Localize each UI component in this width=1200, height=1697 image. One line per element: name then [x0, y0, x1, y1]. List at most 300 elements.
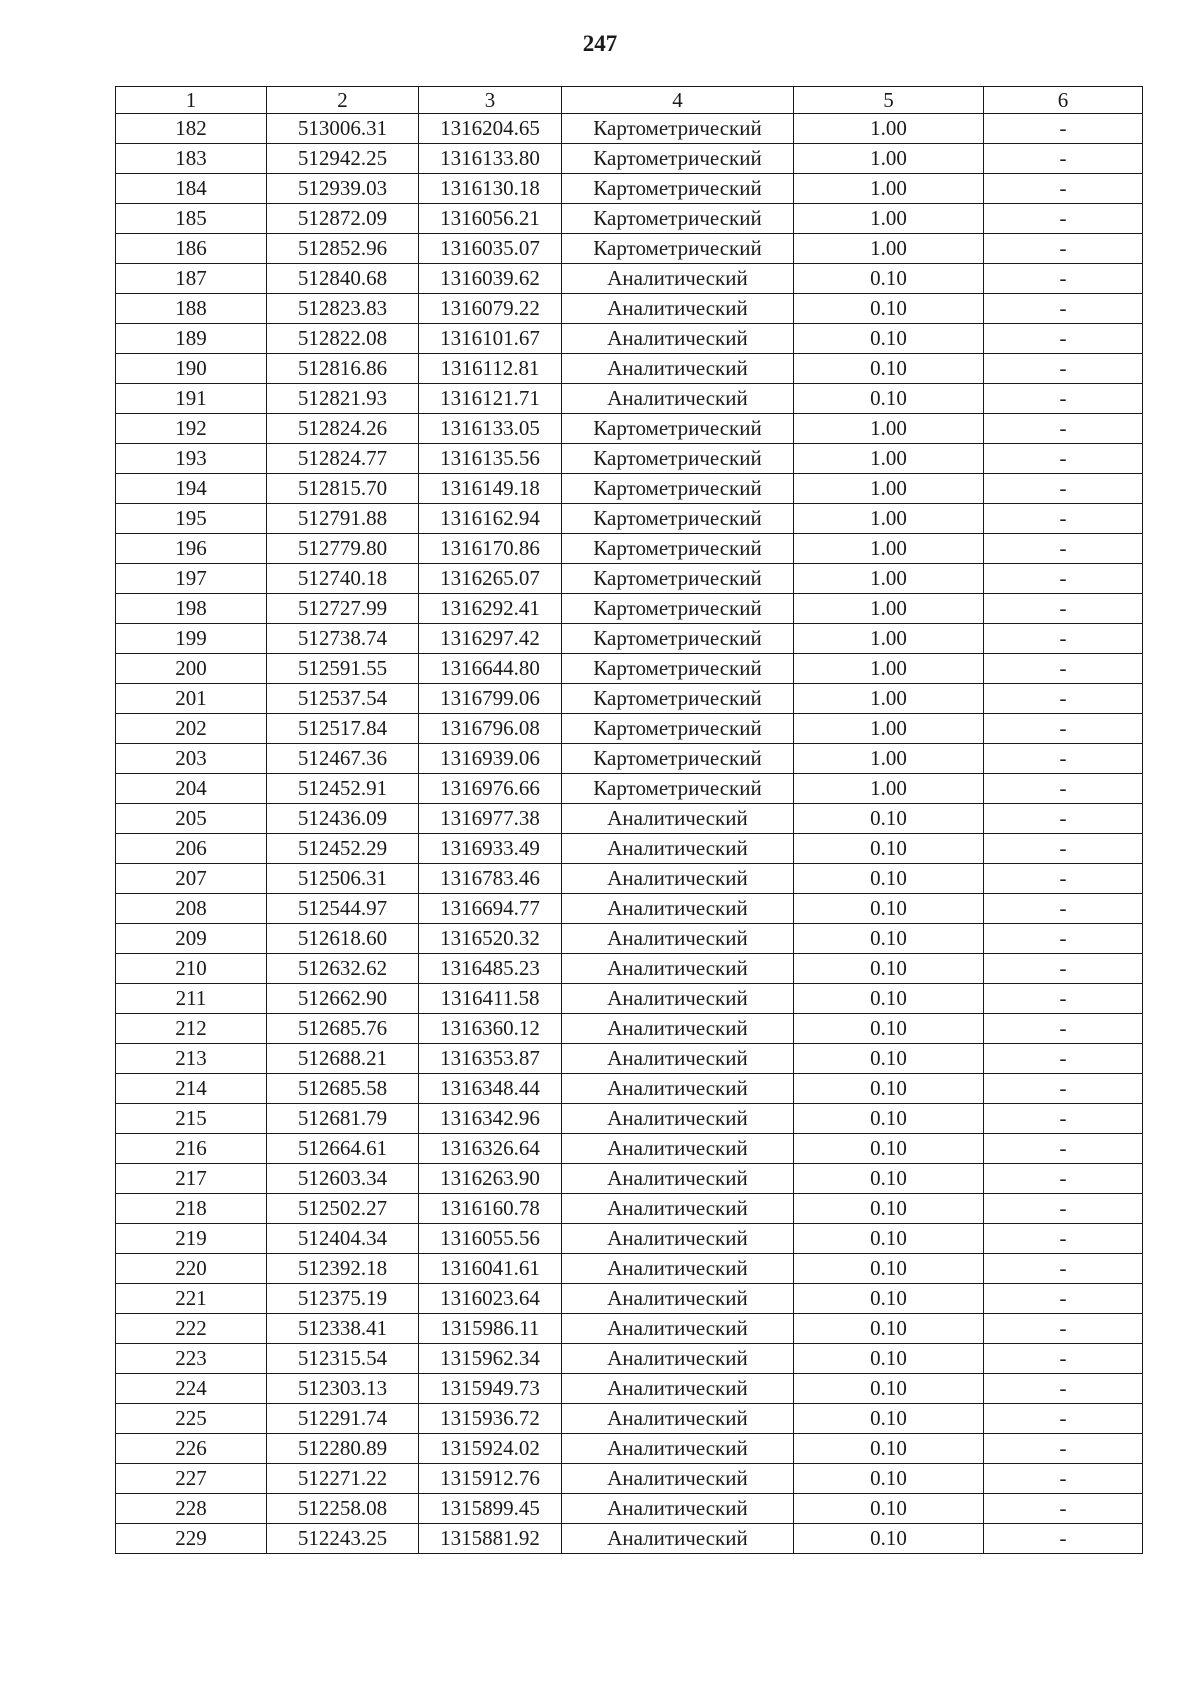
cell-accuracy: 0.10 — [794, 1164, 984, 1194]
cell-accuracy: 0.10 — [794, 1314, 984, 1344]
cell-accuracy: 0.10 — [794, 804, 984, 834]
cell-method: Картометрический — [562, 744, 794, 774]
table-row — [116, 684, 1143, 714]
cell-x-coordinate: 512662.90 — [267, 984, 419, 1014]
table-row — [116, 624, 1143, 654]
cell-point-number: 225 — [116, 1404, 267, 1434]
cell-point-number: 212 — [116, 1014, 267, 1044]
cell-x-coordinate: 512688.21 — [267, 1044, 419, 1074]
cell-note: - — [984, 924, 1143, 954]
cell-point-number: 197 — [116, 564, 267, 594]
table-body — [116, 114, 1143, 1554]
cell-x-coordinate: 512467.36 — [267, 744, 419, 774]
table-row — [116, 1134, 1143, 1164]
cell-y-coordinate: 1316326.64 — [419, 1134, 562, 1164]
cell-x-coordinate: 512591.55 — [267, 654, 419, 684]
cell-y-coordinate: 1315899.45 — [419, 1494, 562, 1524]
cell-point-number: 188 — [116, 294, 267, 324]
cell-point-number: 183 — [116, 144, 267, 174]
header-row — [116, 87, 1143, 114]
table-row — [116, 594, 1143, 624]
cell-y-coordinate: 1316796.08 — [419, 714, 562, 744]
cell-accuracy: 1.00 — [794, 144, 984, 174]
cell-method: Аналитический — [562, 1284, 794, 1314]
cell-accuracy: 1.00 — [794, 474, 984, 504]
cell-x-coordinate: 512791.88 — [267, 504, 419, 534]
cell-point-number: 191 — [116, 384, 267, 414]
table-row — [116, 804, 1143, 834]
cell-y-coordinate: 1316342.96 — [419, 1104, 562, 1134]
cell-point-number: 203 — [116, 744, 267, 774]
table-row — [116, 204, 1143, 234]
cell-note: - — [984, 804, 1143, 834]
table-row — [116, 1524, 1143, 1554]
cell-method: Аналитический — [562, 1194, 794, 1224]
cell-accuracy: 0.10 — [794, 924, 984, 954]
cell-method: Аналитический — [562, 834, 794, 864]
cell-x-coordinate: 512618.60 — [267, 924, 419, 954]
cell-x-coordinate: 512392.18 — [267, 1254, 419, 1284]
cell-method: Аналитический — [562, 1314, 794, 1344]
table-row — [116, 954, 1143, 984]
cell-note: - — [984, 534, 1143, 564]
cell-method: Аналитический — [562, 924, 794, 954]
cell-point-number: 223 — [116, 1344, 267, 1374]
cell-point-number: 211 — [116, 984, 267, 1014]
cell-x-coordinate: 512840.68 — [267, 264, 419, 294]
cell-accuracy: 0.10 — [794, 1224, 984, 1254]
table-row — [116, 414, 1143, 444]
cell-note: - — [984, 444, 1143, 474]
cell-note: - — [984, 1524, 1143, 1554]
table-row — [116, 144, 1143, 174]
cell-point-number: 190 — [116, 354, 267, 384]
cell-y-coordinate: 1316353.87 — [419, 1044, 562, 1074]
cell-method: Картометрический — [562, 114, 794, 144]
cell-y-coordinate: 1316520.32 — [419, 924, 562, 954]
cell-point-number: 224 — [116, 1374, 267, 1404]
header-cell-col-1: 1 — [116, 87, 267, 114]
cell-y-coordinate: 1315986.11 — [419, 1314, 562, 1344]
cell-point-number: 221 — [116, 1284, 267, 1314]
cell-point-number: 207 — [116, 864, 267, 894]
cell-note: - — [984, 414, 1143, 444]
table-row — [116, 714, 1143, 744]
cell-point-number: 214 — [116, 1074, 267, 1104]
cell-method: Аналитический — [562, 264, 794, 294]
cell-point-number: 193 — [116, 444, 267, 474]
cell-note: - — [984, 714, 1143, 744]
cell-point-number: 219 — [116, 1224, 267, 1254]
cell-x-coordinate: 512815.70 — [267, 474, 419, 504]
cell-method: Аналитический — [562, 1104, 794, 1134]
table-row — [116, 384, 1143, 414]
cell-point-number: 209 — [116, 924, 267, 954]
cell-y-coordinate: 1316079.22 — [419, 294, 562, 324]
cell-x-coordinate: 512243.25 — [267, 1524, 419, 1554]
cell-note: - — [984, 234, 1143, 264]
cell-y-coordinate: 1316041.61 — [419, 1254, 562, 1284]
cell-method: Картометрический — [562, 714, 794, 744]
cell-x-coordinate: 512824.77 — [267, 444, 419, 474]
cell-point-number: 186 — [116, 234, 267, 264]
table-row — [116, 564, 1143, 594]
cell-point-number: 215 — [116, 1104, 267, 1134]
cell-x-coordinate: 512502.27 — [267, 1194, 419, 1224]
cell-x-coordinate: 512452.29 — [267, 834, 419, 864]
header-cell-col-5: 5 — [794, 87, 984, 114]
cell-x-coordinate: 512664.61 — [267, 1134, 419, 1164]
table-row — [116, 1044, 1143, 1074]
cell-note: - — [984, 744, 1143, 774]
cell-method: Аналитический — [562, 954, 794, 984]
cell-accuracy: 1.00 — [794, 744, 984, 774]
cell-accuracy: 0.10 — [794, 294, 984, 324]
cell-point-number: 194 — [116, 474, 267, 504]
cell-point-number: 220 — [116, 1254, 267, 1284]
cell-note: - — [984, 144, 1143, 174]
cell-x-coordinate: 512823.83 — [267, 294, 419, 324]
cell-x-coordinate: 512824.26 — [267, 414, 419, 444]
cell-method: Аналитический — [562, 1254, 794, 1284]
cell-method: Аналитический — [562, 1134, 794, 1164]
cell-x-coordinate: 512632.62 — [267, 954, 419, 984]
cell-method: Картометрический — [562, 534, 794, 564]
cell-point-number: 182 — [116, 114, 267, 144]
cell-note: - — [984, 294, 1143, 324]
table-row — [116, 1344, 1143, 1374]
cell-y-coordinate: 1316135.56 — [419, 444, 562, 474]
cell-note: - — [984, 1044, 1143, 1074]
cell-accuracy: 0.10 — [794, 1044, 984, 1074]
cell-x-coordinate: 512271.22 — [267, 1464, 419, 1494]
cell-x-coordinate: 512681.79 — [267, 1104, 419, 1134]
cell-point-number: 218 — [116, 1194, 267, 1224]
cell-note: - — [984, 624, 1143, 654]
cell-point-number: 226 — [116, 1434, 267, 1464]
cell-x-coordinate: 512506.31 — [267, 864, 419, 894]
cell-method: Аналитический — [562, 354, 794, 384]
table-row — [116, 1074, 1143, 1104]
table-row — [116, 1434, 1143, 1464]
cell-accuracy: 1.00 — [794, 174, 984, 204]
table-row — [116, 354, 1143, 384]
cell-point-number: 199 — [116, 624, 267, 654]
cell-note: - — [984, 954, 1143, 984]
cell-method: Аналитический — [562, 804, 794, 834]
cell-y-coordinate: 1316360.12 — [419, 1014, 562, 1044]
cell-y-coordinate: 1316292.41 — [419, 594, 562, 624]
cell-accuracy: 1.00 — [794, 594, 984, 624]
cell-point-number: 192 — [116, 414, 267, 444]
cell-accuracy: 0.10 — [794, 1344, 984, 1374]
cell-note: - — [984, 1314, 1143, 1344]
cell-note: - — [984, 684, 1143, 714]
cell-method: Картометрический — [562, 204, 794, 234]
cell-note: - — [984, 594, 1143, 624]
cell-method: Аналитический — [562, 1464, 794, 1494]
cell-y-coordinate: 1315924.02 — [419, 1434, 562, 1464]
cell-accuracy: 1.00 — [794, 414, 984, 444]
cell-x-coordinate: 512517.84 — [267, 714, 419, 744]
cell-point-number: 227 — [116, 1464, 267, 1494]
cell-note: - — [984, 174, 1143, 204]
header-cell-col-4: 4 — [562, 87, 794, 114]
cell-method: Картометрический — [562, 144, 794, 174]
cell-x-coordinate: 512404.34 — [267, 1224, 419, 1254]
cell-y-coordinate: 1316297.42 — [419, 624, 562, 654]
cell-accuracy: 1.00 — [794, 624, 984, 654]
cell-y-coordinate: 1316799.06 — [419, 684, 562, 714]
cell-x-coordinate: 512338.41 — [267, 1314, 419, 1344]
cell-method: Аналитический — [562, 1074, 794, 1104]
cell-method: Аналитический — [562, 384, 794, 414]
table-row — [116, 1194, 1143, 1224]
cell-accuracy: 0.10 — [794, 1284, 984, 1314]
cell-method: Аналитический — [562, 1524, 794, 1554]
cell-method: Картометрический — [562, 504, 794, 534]
table-row — [116, 294, 1143, 324]
cell-accuracy: 0.10 — [794, 354, 984, 384]
cell-method: Картометрический — [562, 414, 794, 444]
cell-note: - — [984, 1224, 1143, 1254]
cell-x-coordinate: 512452.91 — [267, 774, 419, 804]
cell-note: - — [984, 1074, 1143, 1104]
cell-method: Картометрический — [562, 174, 794, 204]
table-row — [116, 234, 1143, 264]
cell-x-coordinate: 512685.58 — [267, 1074, 419, 1104]
cell-point-number: 213 — [116, 1044, 267, 1074]
cell-x-coordinate: 512942.25 — [267, 144, 419, 174]
cell-x-coordinate: 512740.18 — [267, 564, 419, 594]
table-row — [116, 1284, 1143, 1314]
cell-method: Аналитический — [562, 1434, 794, 1464]
cell-y-coordinate: 1315912.76 — [419, 1464, 562, 1494]
cell-y-coordinate: 1316348.44 — [419, 1074, 562, 1104]
table-row — [116, 1464, 1143, 1494]
cell-method: Аналитический — [562, 1224, 794, 1254]
cell-note: - — [984, 984, 1143, 1014]
table-row — [116, 474, 1143, 504]
cell-method: Картометрический — [562, 474, 794, 504]
cell-accuracy: 1.00 — [794, 684, 984, 714]
table-row — [116, 984, 1143, 1014]
cell-point-number: 208 — [116, 894, 267, 924]
cell-y-coordinate: 1316204.65 — [419, 114, 562, 144]
table-row — [116, 1314, 1143, 1344]
table-row — [116, 504, 1143, 534]
cell-y-coordinate: 1316411.58 — [419, 984, 562, 1014]
cell-x-coordinate: 512816.86 — [267, 354, 419, 384]
cell-x-coordinate: 512821.93 — [267, 384, 419, 414]
cell-accuracy: 0.10 — [794, 1494, 984, 1524]
table-header — [116, 87, 1143, 114]
cell-note: - — [984, 1404, 1143, 1434]
cell-point-number: 222 — [116, 1314, 267, 1344]
cell-point-number: 228 — [116, 1494, 267, 1524]
cell-accuracy: 1.00 — [794, 774, 984, 804]
cell-accuracy: 1.00 — [794, 534, 984, 564]
cell-accuracy: 0.10 — [794, 1014, 984, 1044]
cell-accuracy: 0.10 — [794, 1254, 984, 1284]
cell-y-coordinate: 1316263.90 — [419, 1164, 562, 1194]
cell-note: - — [984, 474, 1143, 504]
cell-x-coordinate: 512852.96 — [267, 234, 419, 264]
table-row — [116, 654, 1143, 684]
table-row — [116, 1494, 1143, 1524]
cell-accuracy: 0.10 — [794, 1434, 984, 1464]
cell-y-coordinate: 1316694.77 — [419, 894, 562, 924]
cell-note: - — [984, 564, 1143, 594]
cell-x-coordinate: 512544.97 — [267, 894, 419, 924]
cell-point-number: 195 — [116, 504, 267, 534]
cell-x-coordinate: 512727.99 — [267, 594, 419, 624]
cell-note: - — [984, 504, 1143, 534]
cell-x-coordinate: 512603.34 — [267, 1164, 419, 1194]
table-row — [116, 114, 1143, 144]
cell-note: - — [984, 1344, 1143, 1374]
cell-y-coordinate: 1316039.62 — [419, 264, 562, 294]
cell-note: - — [984, 894, 1143, 924]
table-row — [116, 834, 1143, 864]
cell-x-coordinate: 512939.03 — [267, 174, 419, 204]
cell-y-coordinate: 1316162.94 — [419, 504, 562, 534]
cell-accuracy: 0.10 — [794, 864, 984, 894]
cell-method: Аналитический — [562, 864, 794, 894]
header-cell-col-6: 6 — [984, 87, 1143, 114]
cell-method: Картометрический — [562, 774, 794, 804]
cell-accuracy: 0.10 — [794, 1194, 984, 1224]
cell-y-coordinate: 1316939.06 — [419, 744, 562, 774]
cell-point-number: 201 — [116, 684, 267, 714]
table-row — [116, 324, 1143, 354]
cell-method: Картометрический — [562, 624, 794, 654]
cell-y-coordinate: 1316265.07 — [419, 564, 562, 594]
cell-x-coordinate: 512872.09 — [267, 204, 419, 234]
cell-y-coordinate: 1316035.07 — [419, 234, 562, 264]
cell-method: Аналитический — [562, 984, 794, 1014]
cell-note: - — [984, 1434, 1143, 1464]
table-row — [116, 774, 1143, 804]
cell-note: - — [984, 1494, 1143, 1524]
cell-point-number: 200 — [116, 654, 267, 684]
cell-accuracy: 0.10 — [794, 1524, 984, 1554]
cell-y-coordinate: 1316023.64 — [419, 1284, 562, 1314]
cell-point-number: 202 — [116, 714, 267, 744]
cell-note: - — [984, 354, 1143, 384]
cell-y-coordinate: 1316056.21 — [419, 204, 562, 234]
cell-accuracy: 0.10 — [794, 1104, 984, 1134]
table-row — [116, 744, 1143, 774]
cell-point-number: 217 — [116, 1164, 267, 1194]
cell-y-coordinate: 1316644.80 — [419, 654, 562, 684]
cell-method: Аналитический — [562, 1164, 794, 1194]
cell-accuracy: 1.00 — [794, 714, 984, 744]
cell-point-number: 210 — [116, 954, 267, 984]
table-row — [116, 1164, 1143, 1194]
cell-method: Аналитический — [562, 1374, 794, 1404]
cell-method: Аналитический — [562, 1014, 794, 1044]
cell-point-number: 204 — [116, 774, 267, 804]
cell-x-coordinate: 512375.19 — [267, 1284, 419, 1314]
cell-note: - — [984, 114, 1143, 144]
cell-note: - — [984, 384, 1143, 414]
cell-y-coordinate: 1316485.23 — [419, 954, 562, 984]
header-cell-col-3: 3 — [419, 87, 562, 114]
cell-x-coordinate: 512315.54 — [267, 1344, 419, 1374]
cell-note: - — [984, 1254, 1143, 1284]
cell-y-coordinate: 1316055.56 — [419, 1224, 562, 1254]
cell-note: - — [984, 1374, 1143, 1404]
cell-x-coordinate: 512822.08 — [267, 324, 419, 354]
cell-point-number: 189 — [116, 324, 267, 354]
cell-y-coordinate: 1316130.18 — [419, 174, 562, 204]
cell-point-number: 206 — [116, 834, 267, 864]
cell-note: - — [984, 1194, 1143, 1224]
cell-note: - — [984, 1134, 1143, 1164]
cell-point-number: 229 — [116, 1524, 267, 1554]
cell-y-coordinate: 1316133.80 — [419, 144, 562, 174]
table-row — [116, 534, 1143, 564]
cell-accuracy: 0.10 — [794, 984, 984, 1014]
cell-y-coordinate: 1316149.18 — [419, 474, 562, 504]
table-row — [116, 864, 1143, 894]
cell-y-coordinate: 1316977.38 — [419, 804, 562, 834]
cell-y-coordinate: 1316160.78 — [419, 1194, 562, 1224]
cell-accuracy: 0.10 — [794, 1464, 984, 1494]
cell-x-coordinate: 512258.08 — [267, 1494, 419, 1524]
cell-note: - — [984, 324, 1143, 354]
cell-x-coordinate: 512436.09 — [267, 804, 419, 834]
table-row — [116, 1014, 1143, 1044]
page-number: 247 — [582, 31, 618, 56]
cell-y-coordinate: 1316933.49 — [419, 834, 562, 864]
cell-note: - — [984, 1464, 1143, 1494]
cell-x-coordinate: 512291.74 — [267, 1404, 419, 1434]
cell-method: Картометрический — [562, 564, 794, 594]
cell-x-coordinate: 512738.74 — [267, 624, 419, 654]
cell-note: - — [984, 264, 1143, 294]
table-row — [116, 894, 1143, 924]
cell-method: Картометрический — [562, 444, 794, 474]
cell-point-number: 184 — [116, 174, 267, 204]
cell-x-coordinate: 512537.54 — [267, 684, 419, 714]
table-row — [116, 1374, 1143, 1404]
cell-y-coordinate: 1316133.05 — [419, 414, 562, 444]
cell-accuracy: 0.10 — [794, 1074, 984, 1104]
cell-accuracy: 1.00 — [794, 504, 984, 534]
cell-point-number: 196 — [116, 534, 267, 564]
cell-accuracy: 0.10 — [794, 954, 984, 984]
cell-accuracy: 0.10 — [794, 834, 984, 864]
table-row — [116, 1254, 1143, 1284]
cell-y-coordinate: 1316783.46 — [419, 864, 562, 894]
cell-note: - — [984, 1104, 1143, 1134]
cell-method: Аналитический — [562, 1494, 794, 1524]
cell-accuracy: 0.10 — [794, 1134, 984, 1164]
cell-accuracy: 1.00 — [794, 204, 984, 234]
cell-x-coordinate: 512779.80 — [267, 534, 419, 564]
cell-y-coordinate: 1316976.66 — [419, 774, 562, 804]
cell-method: Аналитический — [562, 1404, 794, 1434]
cell-note: - — [984, 654, 1143, 684]
cell-point-number: 187 — [116, 264, 267, 294]
cell-accuracy: 0.10 — [794, 384, 984, 414]
table-row — [116, 1104, 1143, 1134]
cell-accuracy: 1.00 — [794, 564, 984, 594]
table-row — [116, 174, 1143, 204]
cell-note: - — [984, 1014, 1143, 1044]
